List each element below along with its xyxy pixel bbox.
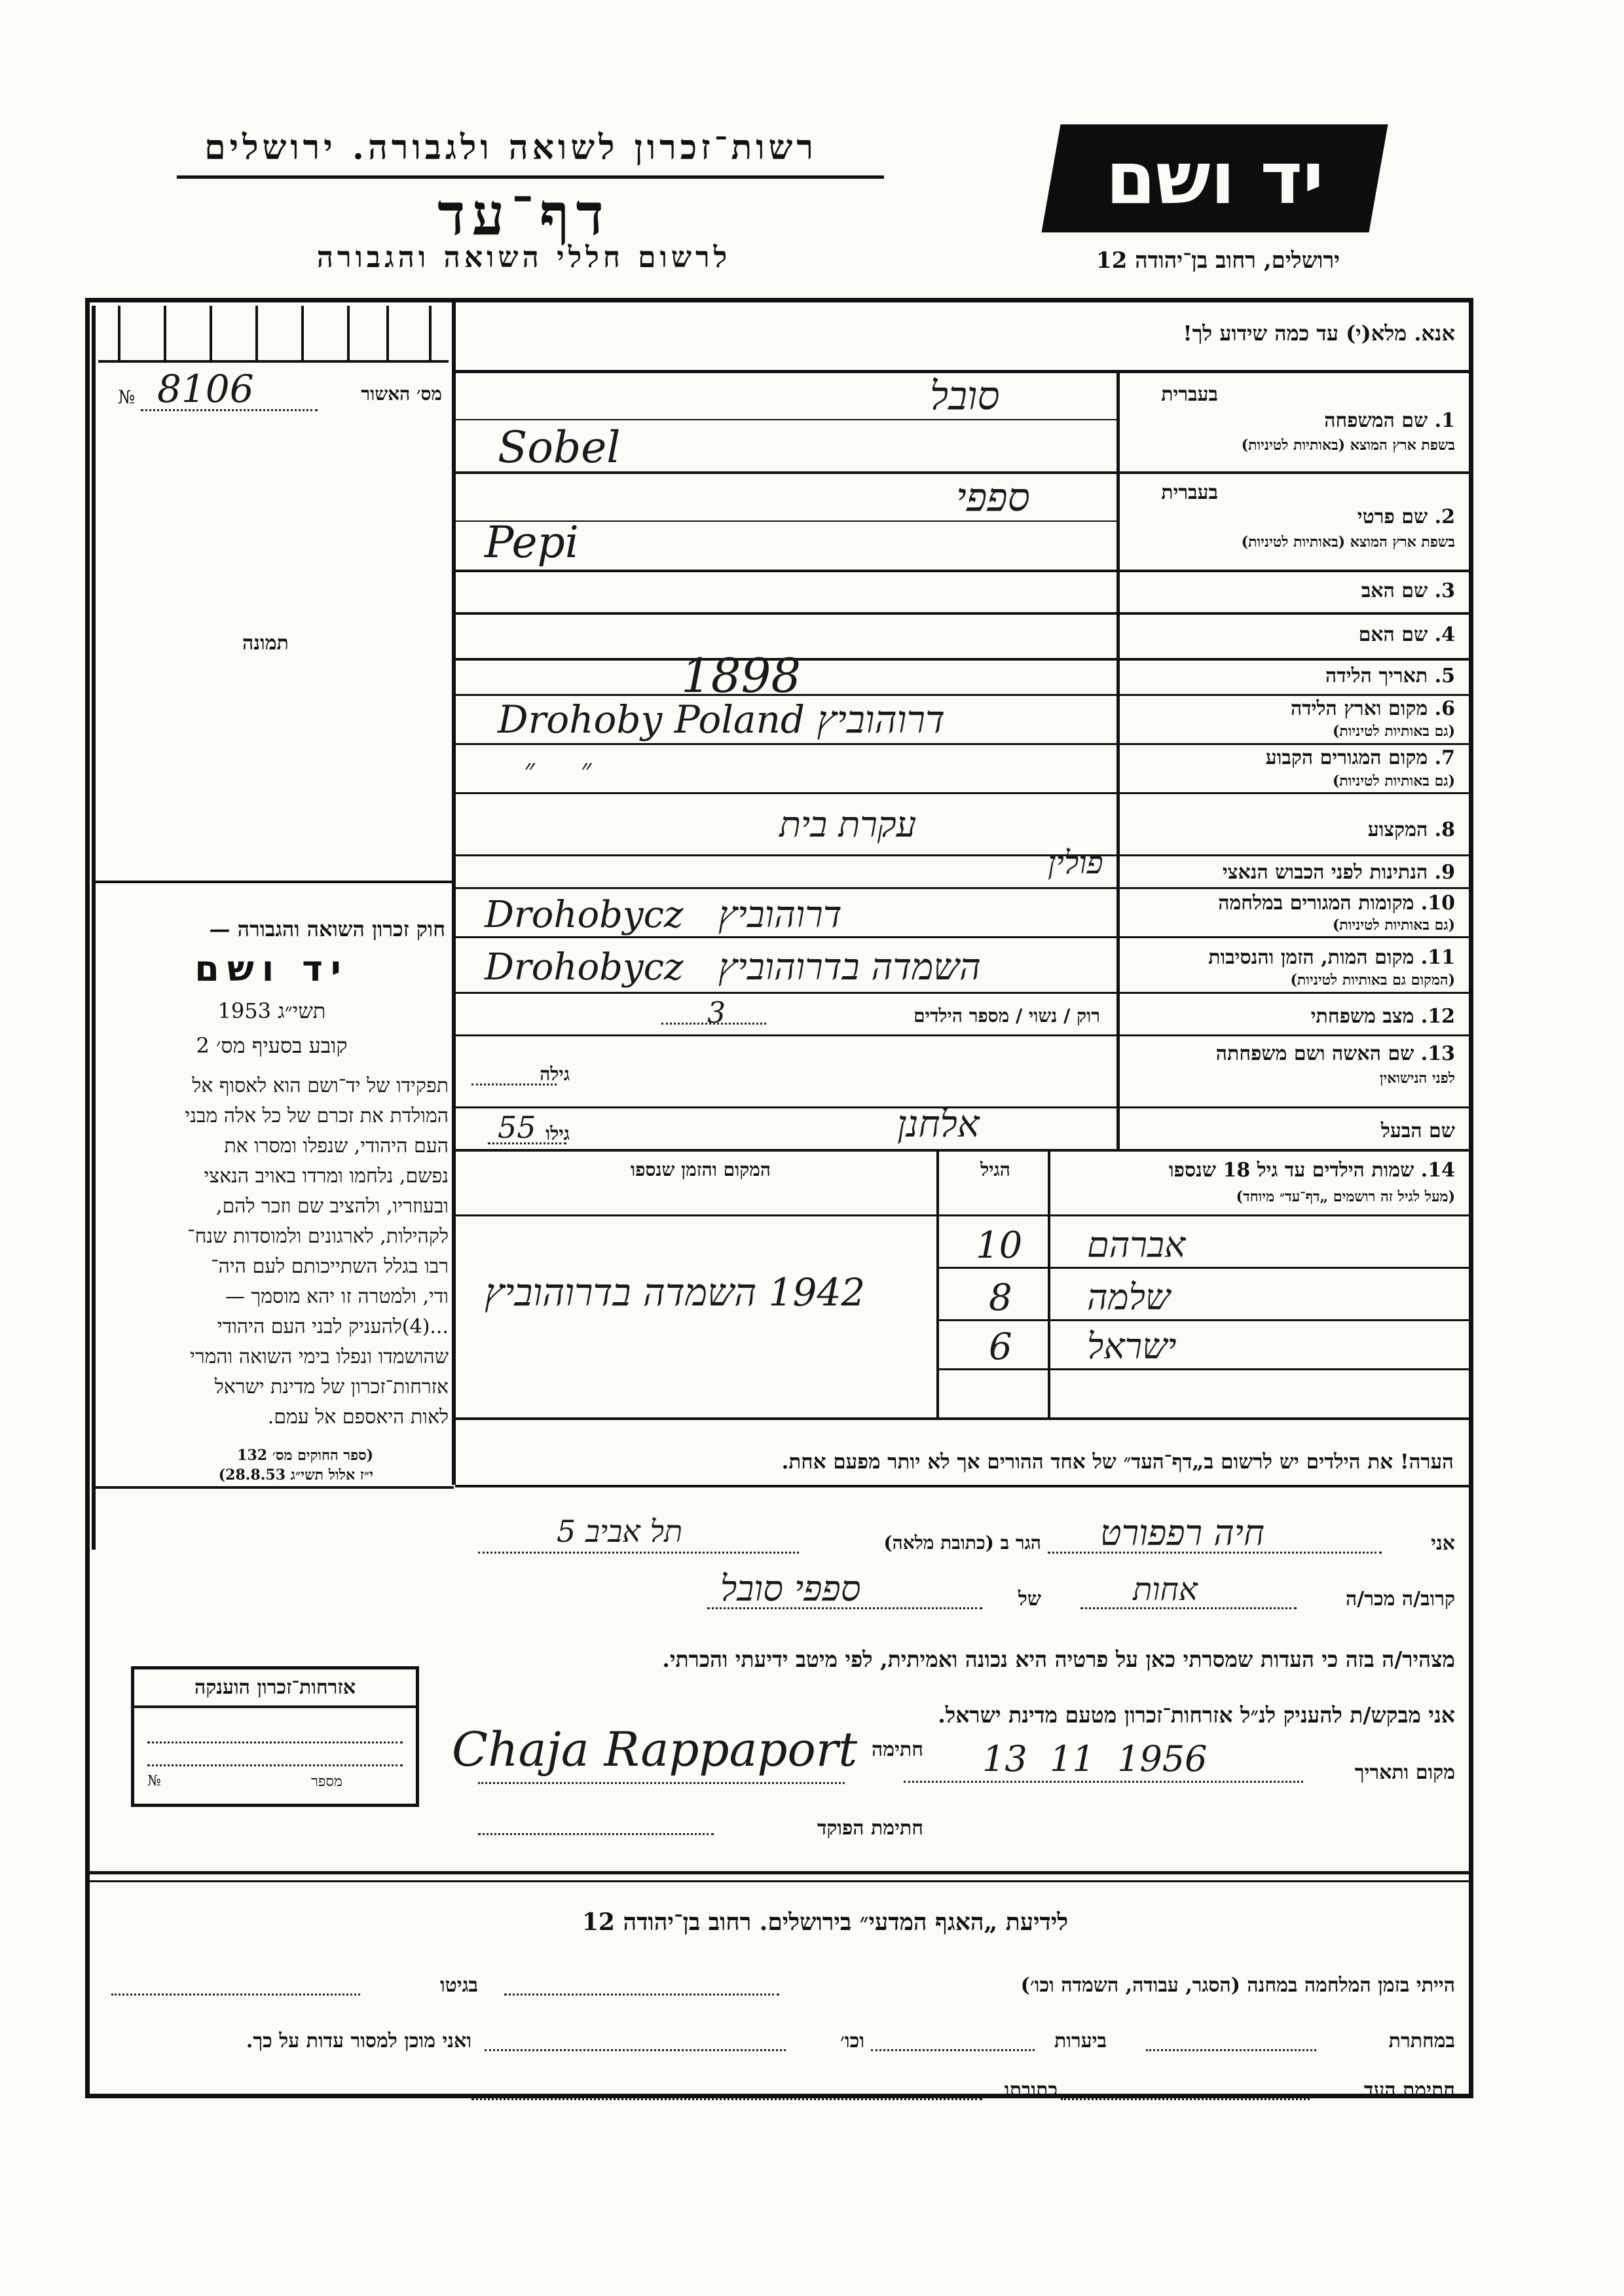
law-ref-2: י״ז אלול תשי״ג 28.8.53) (218, 1467, 373, 1484)
field-mother-label: 4. שם האם (1358, 623, 1455, 646)
children-age-header: הגיל (980, 1159, 1010, 1180)
field-surname-label: 1. שם המשפחה (1324, 409, 1455, 432)
field-profession-label: 8. המקצוע (1367, 818, 1455, 841)
stamp-title: אזרחות־זכרון הוענקה (194, 1676, 356, 1699)
field-firstname-label: 2. שם פרטי (1357, 505, 1455, 528)
wife-age-label: גילה (540, 1063, 570, 1085)
child-name: אברהם (1087, 1224, 1186, 1266)
field-birthplace-label: 6. מקום וארץ הלידה (1290, 697, 1455, 720)
husband-age-label: גילו (545, 1123, 570, 1144)
of-label: של (1018, 1588, 1041, 1611)
wife-note: לפני הנישואין (1379, 1070, 1455, 1087)
wartime-residence-value: Drohobycz דרוהוביץ (485, 894, 842, 936)
law-line: המולדת את זכרם של כל אלה מבני (185, 1104, 449, 1127)
field-father-label: 3. שם האב (1361, 579, 1455, 602)
footer-address: כתובתו (1004, 2079, 1058, 2102)
marital-options: רוק / נשוי / מספר הילדים (913, 1005, 1100, 1027)
relation-of-value: ספפי סובל (720, 1568, 861, 1609)
law-year: תשי״ג 1953 (217, 998, 326, 1023)
intro-instruction: אנא. מלא(י) עד כמה שידוע לך! (1183, 321, 1455, 346)
hebrew-tag-2: בעברית (1161, 481, 1218, 504)
death-place-note: (המקום גם באותיות לטיניות) (1290, 972, 1455, 989)
law-line: אזרחות־זכרון של מדינת ישראל (214, 1376, 449, 1398)
latin-note-6: (גם באותיות לטיניות) (1332, 723, 1455, 740)
children-count-value: 3 (707, 996, 726, 1030)
stamp-number-label: מספר (311, 1774, 342, 1790)
request-text: אני מבקש/ת להעניק לנ״ל אזרחות־זכרון מטעם מדינת ישראל. (938, 1702, 1455, 1728)
law-name: יד ושם (194, 948, 349, 989)
child-age: 10 (976, 1224, 1023, 1267)
place-date-label: מקום ותאריך (1354, 1761, 1455, 1784)
children-remark: הערה! את הילדים יש לרשום ב„דף־העד״ של אחד ההורים אך לא יותר מפעם אחת. (781, 1450, 1454, 1474)
law-line: לאות היאספם אל עמם. (267, 1406, 449, 1429)
field-death-label: 11. מקום המות, הזמן והנסיבות (1208, 946, 1455, 969)
latin-note-7: (גם באותיות לטיניות) (1332, 773, 1455, 790)
children-field-note: (מעל לגיל זה רושמים „דף־עד״ מיוחד) (1236, 1188, 1455, 1205)
firstname-hebrew-value: ספפי (956, 475, 1030, 520)
law-line: ובעוזריו, ולהציב שם וזכר להם, (215, 1195, 449, 1218)
relative-label: קרוב/ה מכר/ה (1346, 1588, 1455, 1611)
firstname-latin-value: Pepi (485, 517, 579, 568)
resident-label: הגר ב (כתובת מלאה) (883, 1532, 1041, 1554)
footer-forests: ביערות (1054, 2030, 1107, 2052)
law-line: רבו בגלל השתייכותם לעם היה־ (211, 1255, 449, 1278)
photo-area-bottom (94, 881, 454, 883)
residence-value: ״ ״ (524, 753, 592, 786)
law-text (98, 1071, 449, 1432)
date-value: 13 11 1956 (982, 1738, 1208, 1779)
cert-number-label: מס׳ האשור (361, 383, 442, 405)
header-rule (177, 175, 884, 179)
field-residence-label: 7. מקום המגורים הקבוע (1265, 746, 1455, 769)
law-title: חוק זכרון השואה והגבורה — (209, 917, 445, 941)
law-area-bottom (94, 1486, 454, 1489)
surname-hebrew-value: סובל (930, 373, 1000, 419)
law-line: נפשם, נלחמו ומרדו באויב הנאצי (204, 1165, 449, 1188)
field-wartime-residence-label: 10. מקומות המגורים במלחמה (1218, 892, 1455, 915)
signature-label: חתימה (872, 1738, 923, 1761)
law-line: ...(4)להעניק לבני העם היהודי (217, 1315, 449, 1338)
logo-text: יד ושם (1105, 136, 1324, 220)
institution-name: רשות־זכרון לשואה ולגבורה. ירושלים (204, 128, 817, 168)
child-name: שלמה (1087, 1277, 1171, 1318)
declaration-text: מצהיר/ה בזה כי העדות שמסרתי כאן על פרטיה היא נכונה ואמיתית, לפי מיטב ידיעתי והכרתי. (662, 1647, 1455, 1672)
stamp-number-symbol: № (147, 1773, 161, 1789)
cert-number-symbol: № (118, 386, 136, 408)
profession-value: עקרת בית (779, 804, 917, 845)
left-column-inner-rule (92, 306, 96, 1550)
law-line: העם היהודי, שנפלו ומסרו את (224, 1135, 449, 1157)
birth-place-value: Drohoby Poland דרוהוביץ (498, 697, 945, 742)
law-section: קובע בסעיף מס׳ 2 (196, 1033, 348, 1058)
children-table-age-divider-left (936, 1149, 939, 1417)
footer-partisans: במחתרת (1388, 2030, 1455, 2052)
signature-value: Chaja Rappaport (452, 1722, 858, 1777)
field-wife-label: 13. שם האשה ושם משפחתה (1215, 1042, 1455, 1065)
form-title: דף־עד (437, 180, 610, 248)
footer-title: לידיעת „האגף המדעי״ בירושלים. רחוב בן־יהודה 12 (581, 1908, 1069, 1936)
children-place-time-value: 1942 השמדה בדרוהוביץ (485, 1270, 866, 1315)
nationality-value: פולין (1048, 845, 1103, 881)
children-place-header: המקום והזמן שנספו (631, 1159, 771, 1180)
hebrew-tag-1: בעברית (1161, 383, 1218, 406)
cert-number-handwritten: 8106 (157, 367, 254, 411)
footer-ready: ואני מוכן למסור עדות על כך. (246, 2030, 471, 2052)
footer-camp-line: הייתי בזמן המלחמה במחנה (הסגר, עבודה, השמדה וכו׳) (1020, 1974, 1455, 1997)
law-line: שהושמדו ונפלו בימי השואה והמרי (189, 1345, 449, 1368)
officer-signature-label: חתימת הפוקד (817, 1817, 923, 1840)
header-address: ירושלים, רחוב בן־יהודה 12 (1096, 247, 1340, 274)
photo-label: תמונה (242, 632, 289, 655)
relation-value: אחות (1133, 1571, 1198, 1608)
left-column-divider (452, 300, 456, 1485)
i-label: אני (1431, 1532, 1455, 1555)
surname-latin-value: Sobel (498, 422, 621, 473)
law-ref-1: (ספר החוקים מס׳ 132 (237, 1447, 373, 1464)
birth-year-value: 1898 (681, 648, 802, 703)
yad-vashem-logo (1041, 124, 1388, 232)
citizenship-stamp-box (131, 1666, 419, 1807)
law-line: לקהילות, לארגונים ולמוסדות שנח־ (187, 1225, 449, 1248)
form-subtitle: לרשום חללי השואה והגבורה (316, 241, 731, 274)
husband-label: שם הבעל (1380, 1120, 1455, 1142)
husband-age-value: 55 (498, 1110, 536, 1145)
origin-script-note-1: בשפת ארץ המוצא (באותיות לטיניות) (1241, 437, 1455, 454)
field-birthdate-label: 5. תאריך הלידה (1325, 665, 1455, 687)
children-field-label: 14. שמות הילדים עד גיל 18 שנספו (1168, 1159, 1455, 1182)
cert-number-boxes (98, 302, 449, 361)
children-table-age-divider-right (1048, 1149, 1050, 1417)
footer-etc: וכו׳ (840, 2030, 864, 2052)
field-nationality-label: 9. הנתינות לפני הכבוש הנאצי (1222, 861, 1455, 884)
husband-name-value: אלחנן (897, 1103, 980, 1146)
declarant-name-value: חיה רפפורט (1100, 1512, 1264, 1554)
child-name: ישראל (1087, 1326, 1177, 1367)
field-marital-label: 12. מצב משפחתי (1310, 1005, 1455, 1028)
child-age: 8 (989, 1277, 1012, 1319)
death-place-value: Drohobycz השמדה בדרוהוביץ (485, 946, 981, 989)
child-age: 6 (989, 1326, 1012, 1368)
law-line: תפקידו של יד־ושם הוא לאסוף אל (192, 1074, 449, 1097)
origin-script-note-2: בשפת ארץ המוצא (באותיות לטיניות) (1241, 534, 1455, 551)
declarant-address-value: תל אביב 5 (557, 1514, 683, 1549)
footer-witness-signature: חתימת העד (1363, 2079, 1455, 2102)
latin-note-10: (גם באותיות לטיניות) (1332, 917, 1455, 934)
footer-ghetto: בגיטו (439, 1974, 478, 1997)
law-line: ודי, ולמטרה זו יהא מוסמך — (225, 1285, 449, 1308)
